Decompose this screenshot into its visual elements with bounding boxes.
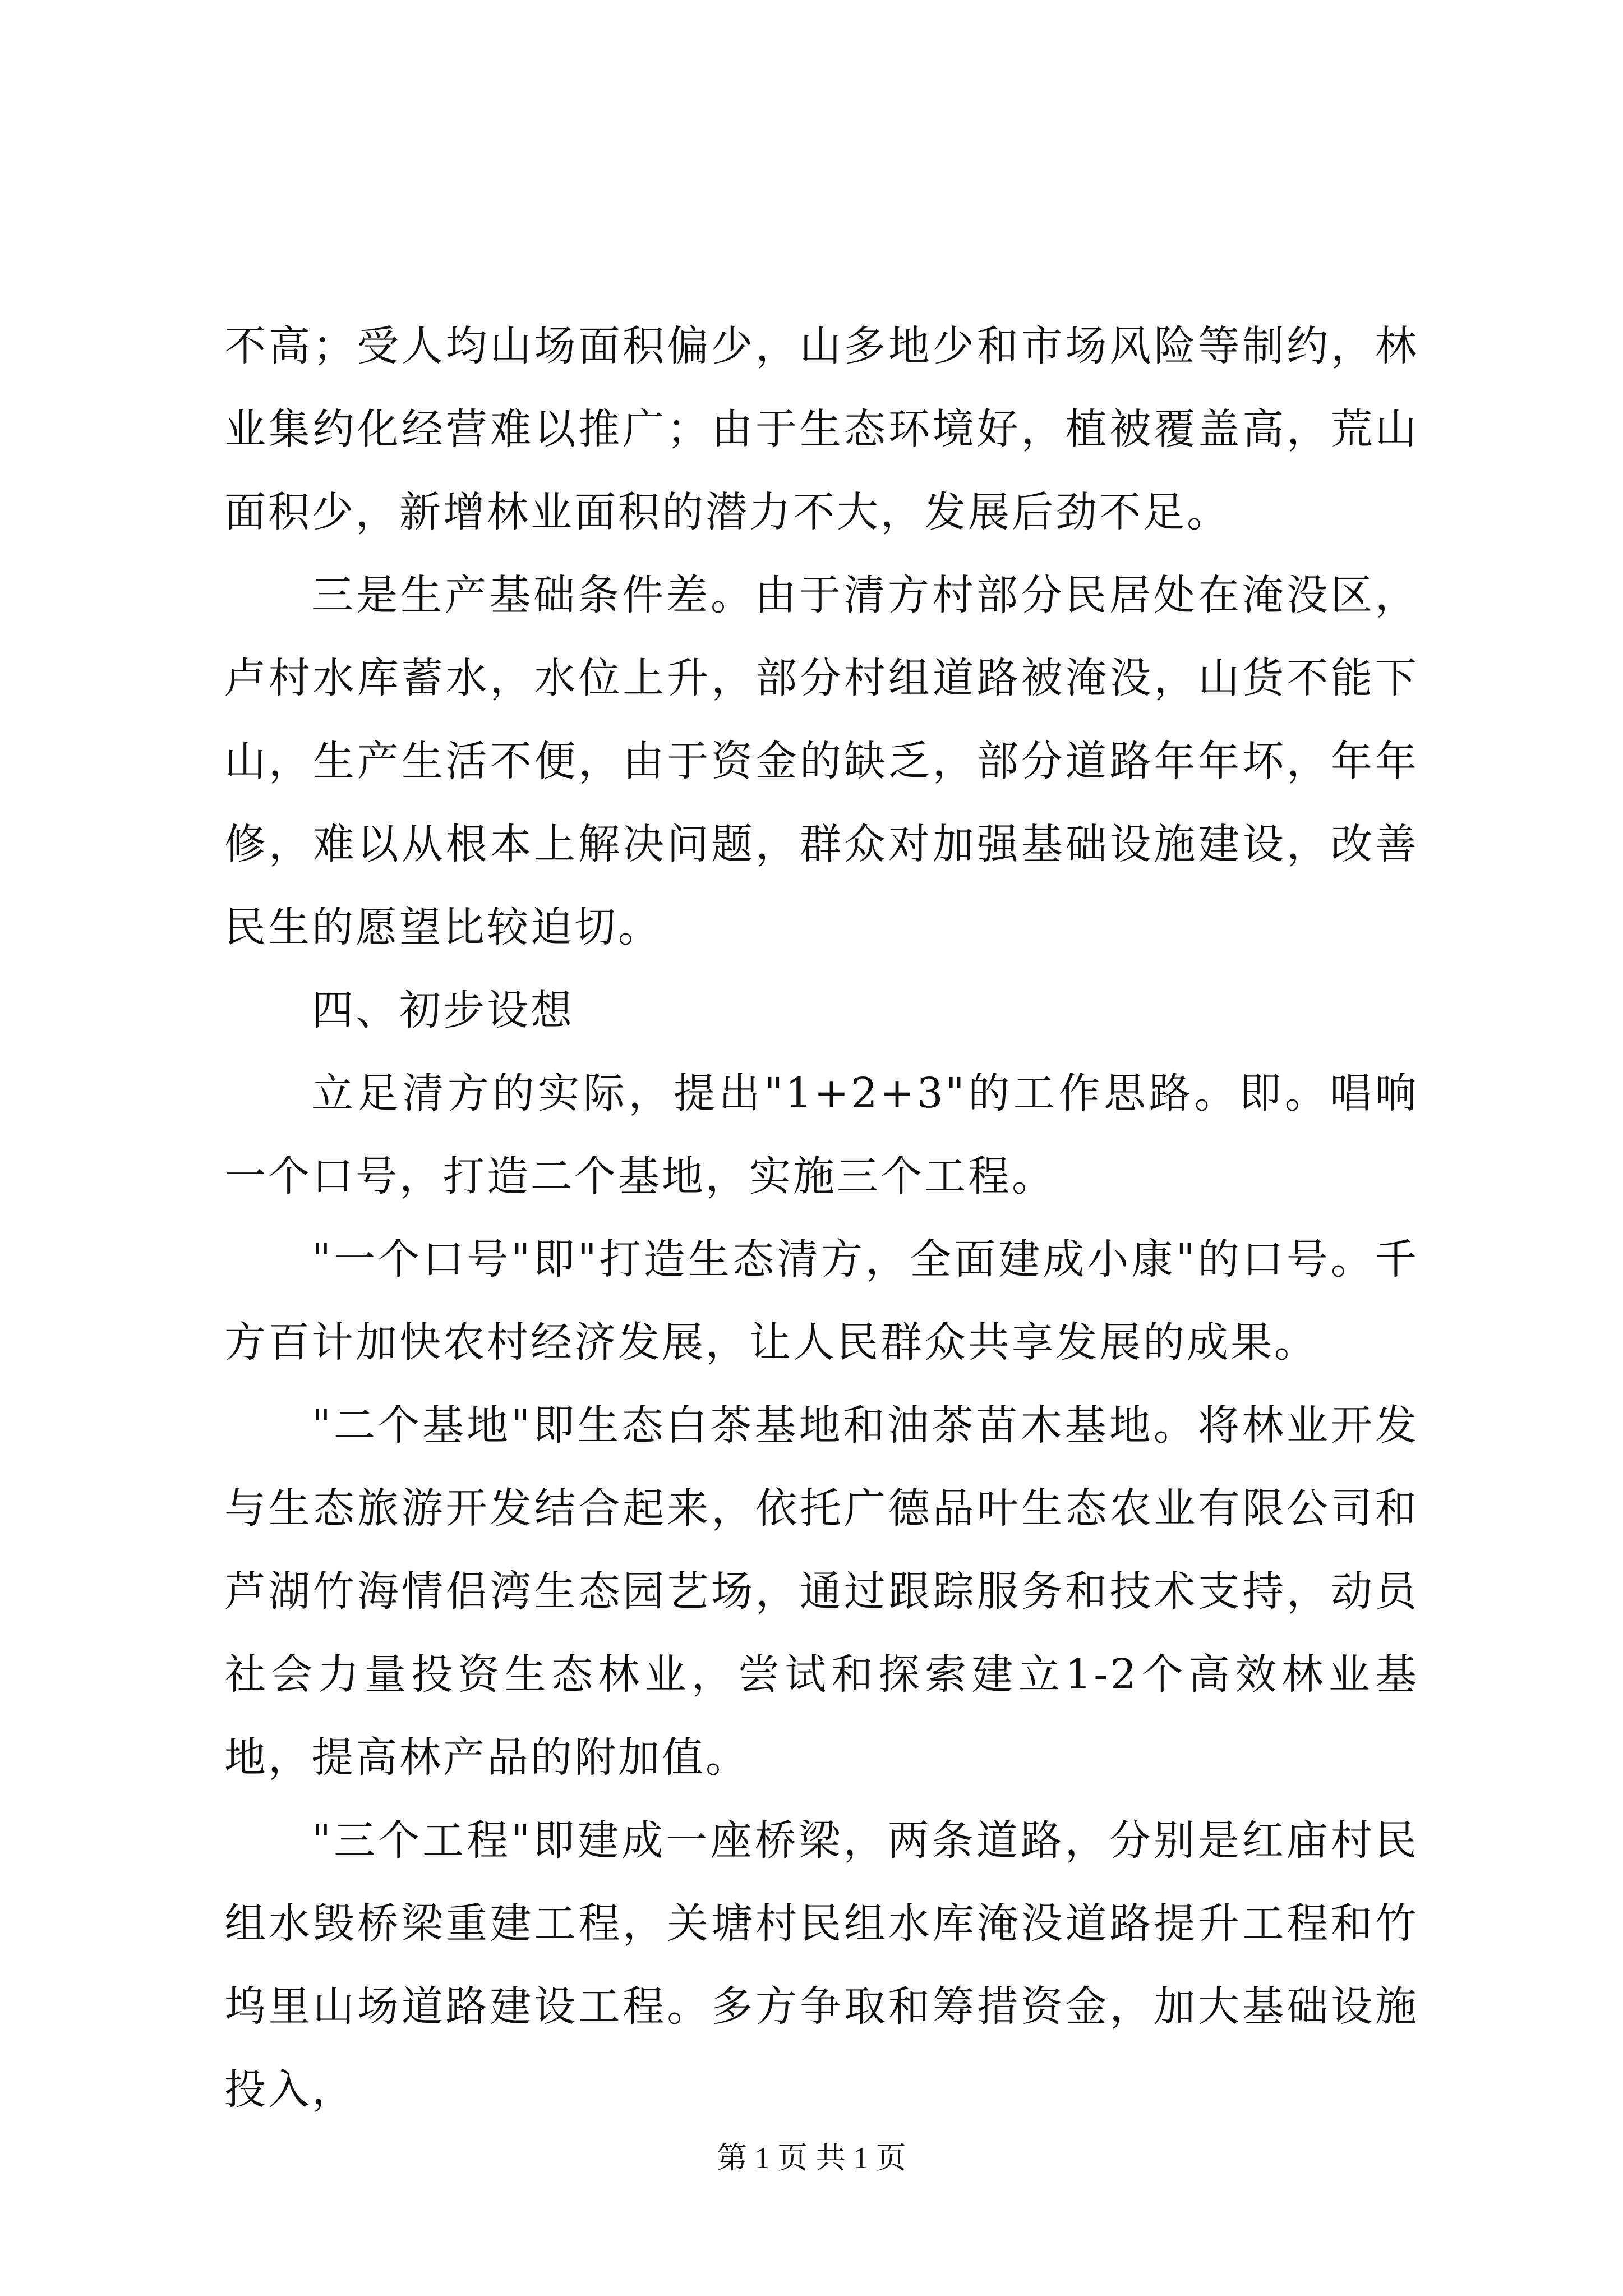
paragraph-3: 立足清方的实际，提出"1+2+3"的工作思路。即。唱响一个口号，打造二个基地，实施三个工程。 [224, 1069, 1419, 1200]
document-body [224, 305, 1419, 2131]
paragraph-6: "三个工程"即建成一座桥梁，两条道路，分别是红庙村民组水毁桥梁重建工程，关塘村民组水库淹没道路提升工程和竹坞里山场道路建设工程。多方争取和筹措资金，加大基础设施投入， [224, 1816, 1419, 2114]
page-footer: 第 1 页 共 1 页 [717, 2141, 906, 2175]
paragraph-1: 不高；受人均山场面积偏少，山多地少和市场风险等制约，林业集约化经营难以推广；由于生态环境好，植被覆盖高，荒山面积少，新增林业面积的潜力不大，发展后劲不足。 [224, 322, 1419, 536]
paragraph-2: 三是生产基础条件差。由于清方村部分民居处在淹没区，卢村水库蓄水，水位上升，部分村组道路被淹没，山货不能下山，生产生活不便，由于资金的缺乏，部分道路年年坏，年年修，难以从根本上解决问题，群众对加强基础设施建设，改善民生的愿望比较迫切。 [224, 571, 1419, 951]
paragraph-5: "二个基地"即生态白茶基地和油茶苗木基地。将林业开发与生态旅游开发结合起来，依托广德品叶生态农业有限公司和芦湖竹海情侣湾生态园艺场，通过跟踪服务和技术支持，动员社会力量投资生态林业，尝试和探索建立1-2个高效林业基地，提高林产品的附加值。 [224, 1401, 1419, 1782]
paragraph-4: "一个口号"即"打造生态清方，全面建成小康"的口号。千方百计加快农村经济发展，让人民群众共享发展的成果。 [224, 1235, 1419, 1366]
section-heading: 四、初步设想 [312, 986, 574, 1034]
